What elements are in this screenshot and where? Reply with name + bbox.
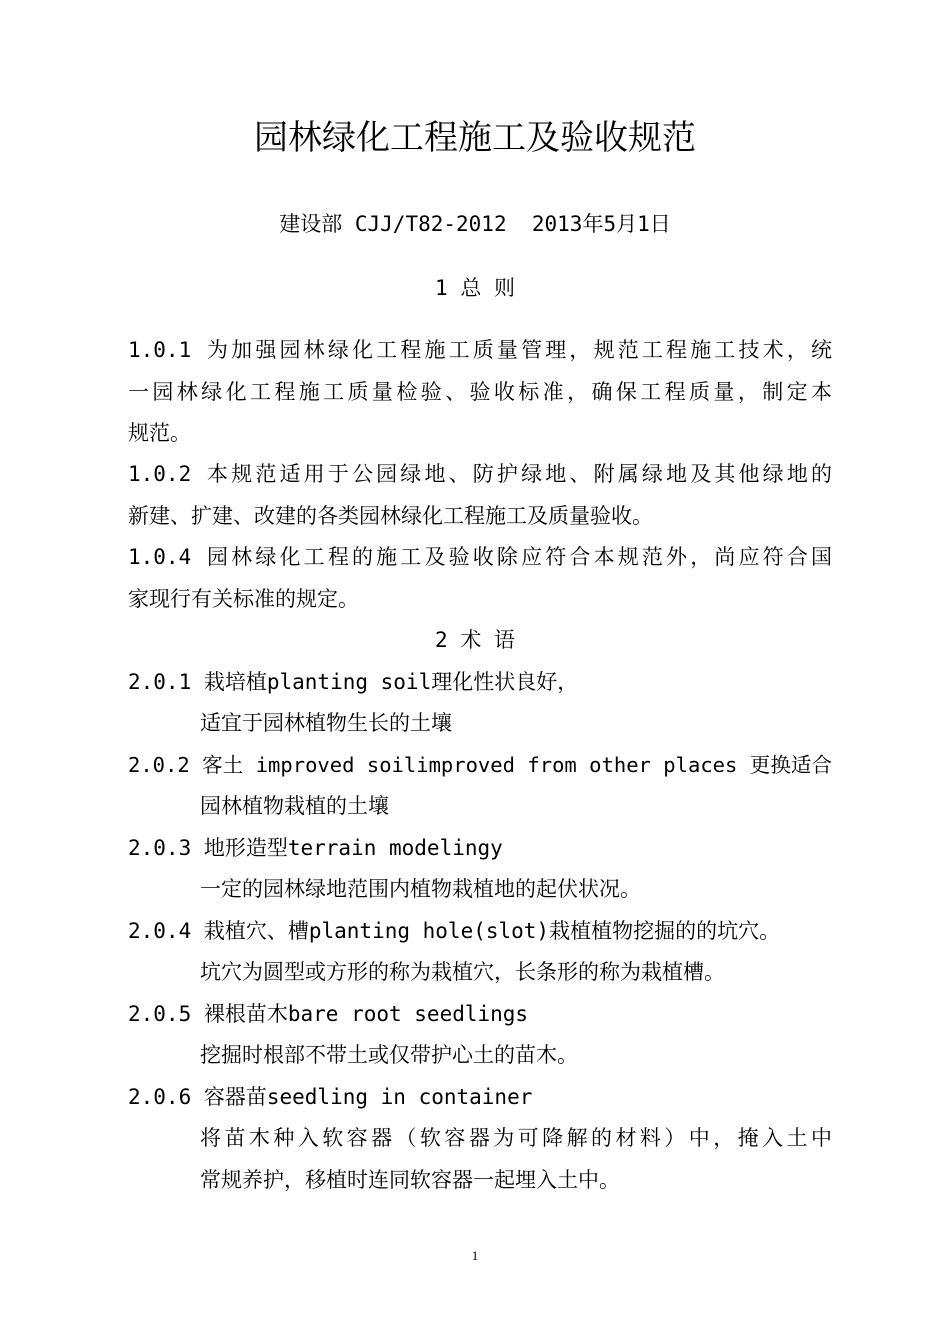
document-title: 园林绿化工程施工及验收规范 [254, 118, 696, 158]
term-line: 2.0.1 栽培植planting soil理化性状良好， [128, 670, 579, 694]
section-heading-terms: 2 术 语 [435, 628, 515, 652]
paragraph-line: 规范。 [128, 421, 191, 445]
document-subtitle: 建设部 CJJ/T82-2012 2013年5月1日 [279, 212, 671, 236]
paragraph-line: 新建、扩建、改建的各类园林绿化工程施工及质量验收。 [128, 504, 653, 528]
term-line: 2.0.4 栽植穴、槽planting hole(slot)栽植植物挖掘的的坑穴。 [128, 919, 781, 943]
term-line: 2.0.2 客土 improved soilimproved from other places 更换适合 [128, 753, 832, 777]
paragraph-line: 1.0.2 本规范适用于公园绿地、防护绿地、附属绿地及其他绿地的 [128, 462, 832, 486]
term-definition: 将苗木种入软容器（软容器为可降解的材料）中，掩入土中 [200, 1126, 832, 1150]
paragraph-line: 一园林绿化工程施工质量检验、验收标准，确保工程质量，制定本 [128, 380, 832, 404]
term-definition: 坑穴为圆型或方形的称为栽植穴，长条形的称为栽植槽。 [200, 960, 725, 984]
paragraph-line: 1.0.4 园林绿化工程的施工及验收除应符合本规范外，尚应符合国 [128, 545, 832, 569]
section-heading-general: 1 总 则 [435, 276, 515, 300]
term-line: 2.0.3 地形造型terrain modelingy [128, 836, 503, 860]
term-line: 2.0.5 裸根苗木bare root seedlings [128, 1002, 529, 1026]
paragraph-line: 1.0.1 为加强园林绿化工程施工质量管理，规范工程施工技术，统 [128, 338, 832, 362]
term-line: 2.0.6 容器苗seedling in container [128, 1085, 533, 1109]
term-definition: 挖掘时根部不带土或仅带护心土的苗木。 [200, 1043, 578, 1067]
page-number: 1 [471, 1248, 479, 1263]
paragraph-line: 家现行有关标准的规定。 [128, 587, 359, 611]
term-definition: 常规养护，移植时连同软容器一起埋入土中。 [200, 1168, 620, 1192]
term-definition: 园林植物栽植的土壤 [200, 794, 389, 818]
term-definition: 适宜于园林植物生长的土壤 [200, 711, 452, 735]
term-definition: 一定的园林绿地范围内植物栽植地的起伏状况。 [200, 877, 641, 901]
